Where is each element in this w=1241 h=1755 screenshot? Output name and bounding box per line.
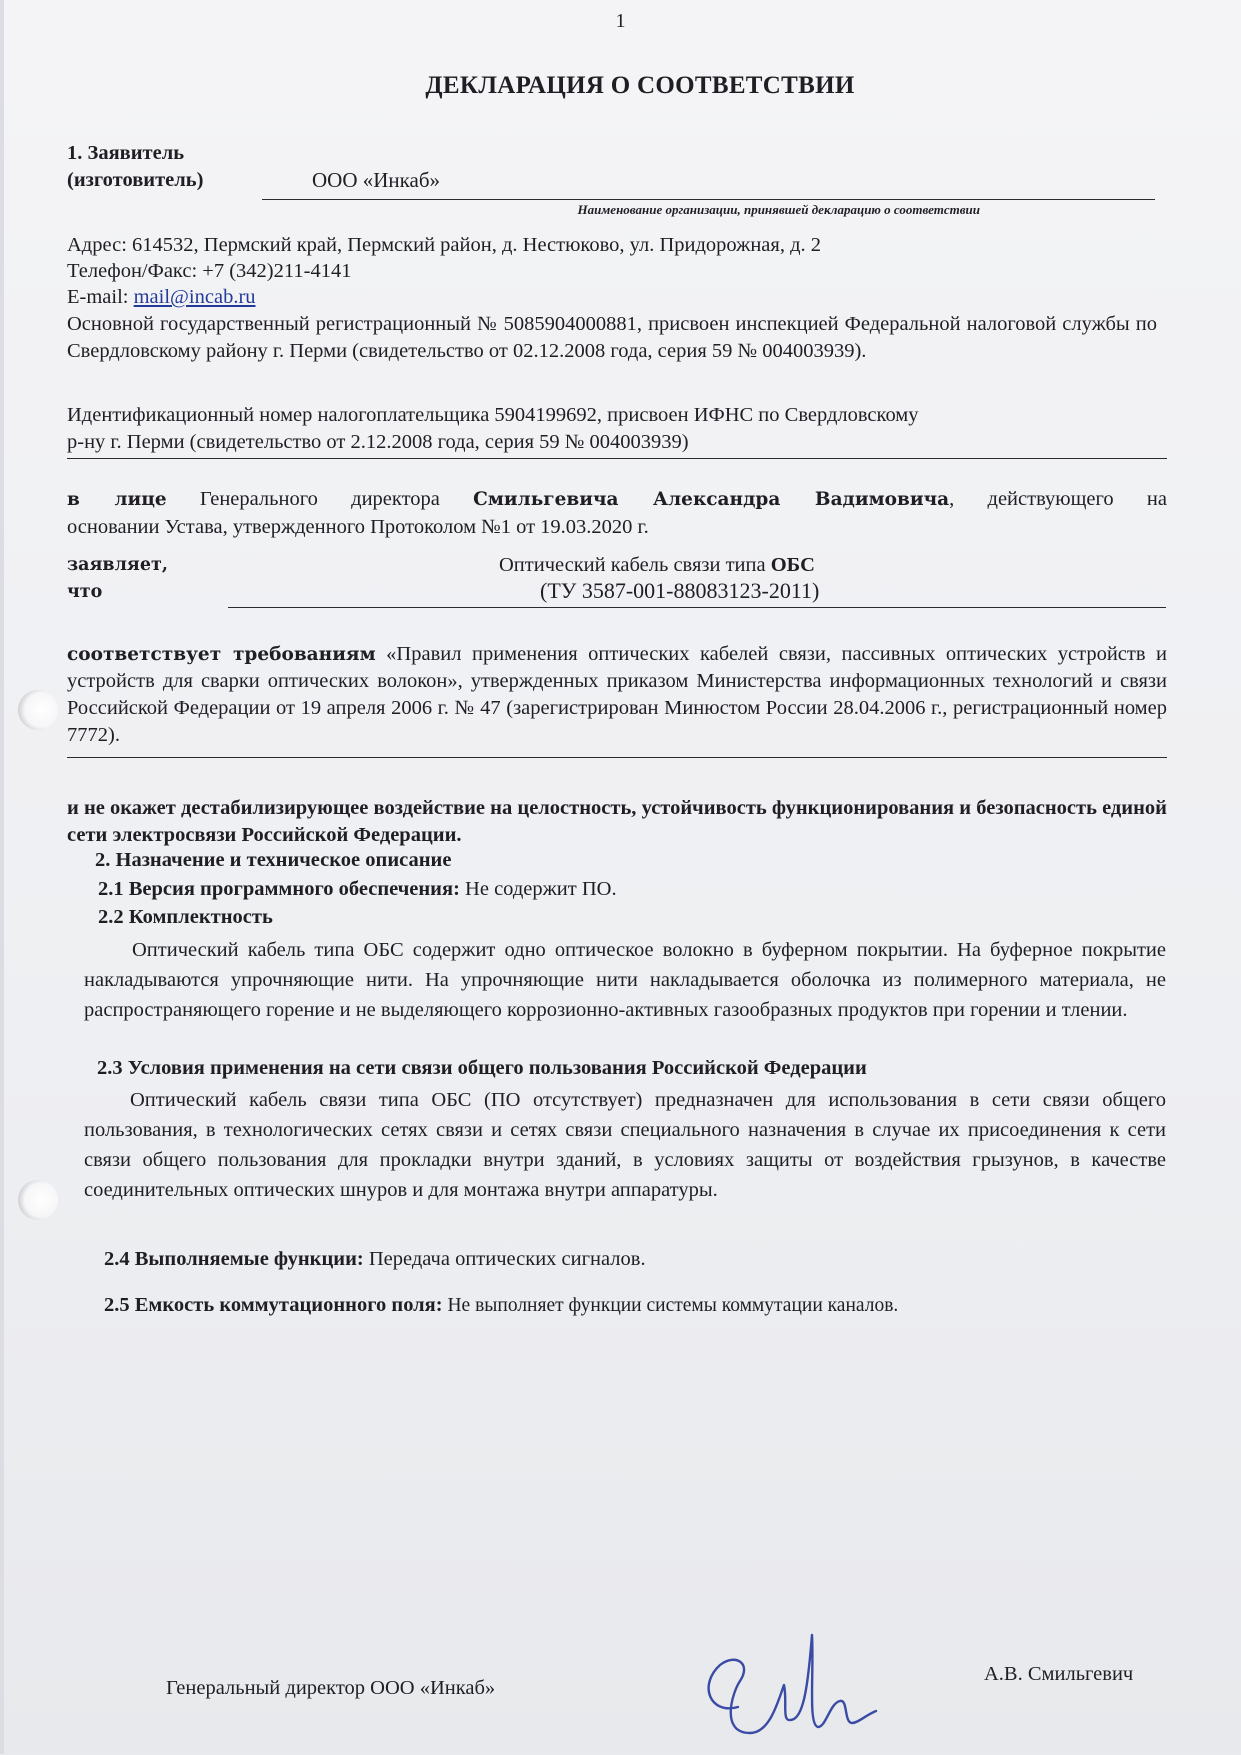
applicant-ogrn: Основной государственный регистрационный № 5085904000881, присвоен инспекцией Федеральной налоговой службы по Свердловскому району г. Перми (свидетельство от 02.12.2008 года, серия 59 № 004003939). — [67, 313, 1157, 362]
applicant-email-row — [67, 284, 1157, 311]
section23-label: 2.3 Условия применения на сети связи общего пользования Российской Федерации — [97, 1057, 867, 1079]
section2-heading: 2. Назначение и техническое описание — [95, 849, 452, 871]
representative-position: Генерального директора — [166, 488, 474, 510]
declares-underline — [228, 607, 1166, 608]
applicant-label — [67, 140, 203, 194]
conformity-paragraph — [67, 641, 1167, 749]
product-name: Оптический кабель связи типа — [499, 554, 771, 576]
email-link[interactable]: mail@incab.ru — [133, 286, 256, 308]
section22-label: 2.2 Комплектность — [98, 906, 273, 928]
declares-label — [67, 552, 168, 606]
representative-suffix: , действующего на — [949, 488, 1167, 510]
applicant-name-caption: Наименование организации, принявшей декларацию о соответствии — [577, 202, 980, 217]
document-title: ДЕКЛАРАЦИЯ О СООТВЕТСТВИИ — [425, 72, 855, 99]
applicant-name: ООО «Инкаб» — [312, 168, 441, 192]
section25 — [104, 1292, 898, 1319]
product-spec: (ТУ 3587-001-88083123-2011) — [540, 578, 820, 603]
conformity-text: «Правил применения оптических кабелей связи, пассивных оптических устройств и устройств для сварки оптических волокон», утвержденных приказом Министерства информационных технологий и связи Российской Федерации от 19 апреля 2006 г. № 47 (зарегистрирован Минюстом России 28.04.2006 г., регистрационный номер 7772). — [67, 643, 1167, 746]
no-destabilize-paragraph: и не окажет дестабилизирующее воздействие на целостность, устойчивость функционирования и безопасность единой сети электросвязи Российской Федерации. — [67, 797, 1167, 846]
applicant-label-line2: (изготовитель) — [67, 169, 204, 191]
applicant-inn — [67, 402, 1167, 456]
section21 — [98, 876, 617, 903]
applicant-divider — [67, 458, 1167, 459]
email-label: E-mail: — [67, 286, 134, 308]
section22-text: Оптический кабель типа ОБС содержит одно оптическое волокно в буферном покрытии. На буферное покрытие накладываются упрочняющие нити. На упрочняющие нити накладывается оболочка из полимерного материала, не распространяющего горение и не выделяющего коррозионно-активных газообразных продуктов при горении и тлении. — [84, 939, 1166, 1021]
footer-signatory: А.В. Смильгевич — [984, 1663, 1134, 1685]
section24-label: 2.4 Выполняемые функции: — [104, 1248, 364, 1270]
section24-value: Передача оптических сигналов. — [363, 1248, 646, 1270]
section21-label: 2.1 Версия программного обеспечения: — [98, 878, 460, 900]
applicant-label-line1: 1. Заявитель — [67, 142, 185, 164]
section21-value: Не содержит ПО. — [459, 878, 617, 900]
representative-line2: основании Устава, утвержденного Протоколом №1 от 19.03.2020 г. — [67, 516, 649, 538]
product-type: ОБС — [770, 554, 815, 576]
conformity-lead: соответствует требованиям — [67, 644, 376, 665]
signature-image — [680, 1615, 880, 1755]
representative-name: Смильгевича Александра Вадимовича — [473, 489, 950, 510]
applicant-inn-line2: р-ну г. Перми (свидетельство от 2.12.2008 года, серия 59 № 004003939) — [67, 431, 689, 453]
declares-label-line2: что — [67, 582, 103, 602]
conformity-divider — [67, 757, 1167, 758]
section24 — [104, 1246, 646, 1273]
representative-prefix: в лице — [67, 489, 167, 510]
applicant-name-underline — [262, 199, 1155, 200]
applicant-inn-line1: Идентификационный номер налогоплательщика 5904199692, присвоен ИФНС по Свердловскому — [67, 404, 919, 426]
section25-label: 2.5 Емкость коммутационного поля: — [104, 1294, 443, 1316]
page-edge-shadow — [0, 0, 4, 1754]
section25-value: Не выполняет функции системы коммутации каналов. — [442, 1295, 899, 1316]
punch-hole-top — [18, 690, 58, 730]
footer-position: Генеральный директор ООО «Инкаб» — [166, 1677, 496, 1699]
punch-hole-bottom — [18, 1180, 58, 1220]
section23-text: Оптический кабель связи типа ОБС (ПО отсутствует) предназначен для использования в сети связи общего пользования, в технологических сетях связи и сетях связи специального назначения в случае их присоединения к сети связи общего пользования для прокладки внутри зданий, в условиях защиты от воздействия грызунов, в качестве соединительных оптических шнуров и для монтажа внутри аппаратуры. — [84, 1089, 1166, 1201]
declares-product — [499, 552, 815, 579]
applicant-address: Адрес: 614532, Пермский край, Пермский район, д. Нестюково, ул. Придорожная, д. 2 — [67, 234, 822, 256]
applicant-phone: Телефон/Факс: +7 (342)211-4141 — [67, 260, 352, 282]
declares-label-line1: заявляет, — [67, 555, 168, 575]
page-number: 1 — [615, 10, 626, 32]
representative-line1 — [67, 486, 1167, 513]
